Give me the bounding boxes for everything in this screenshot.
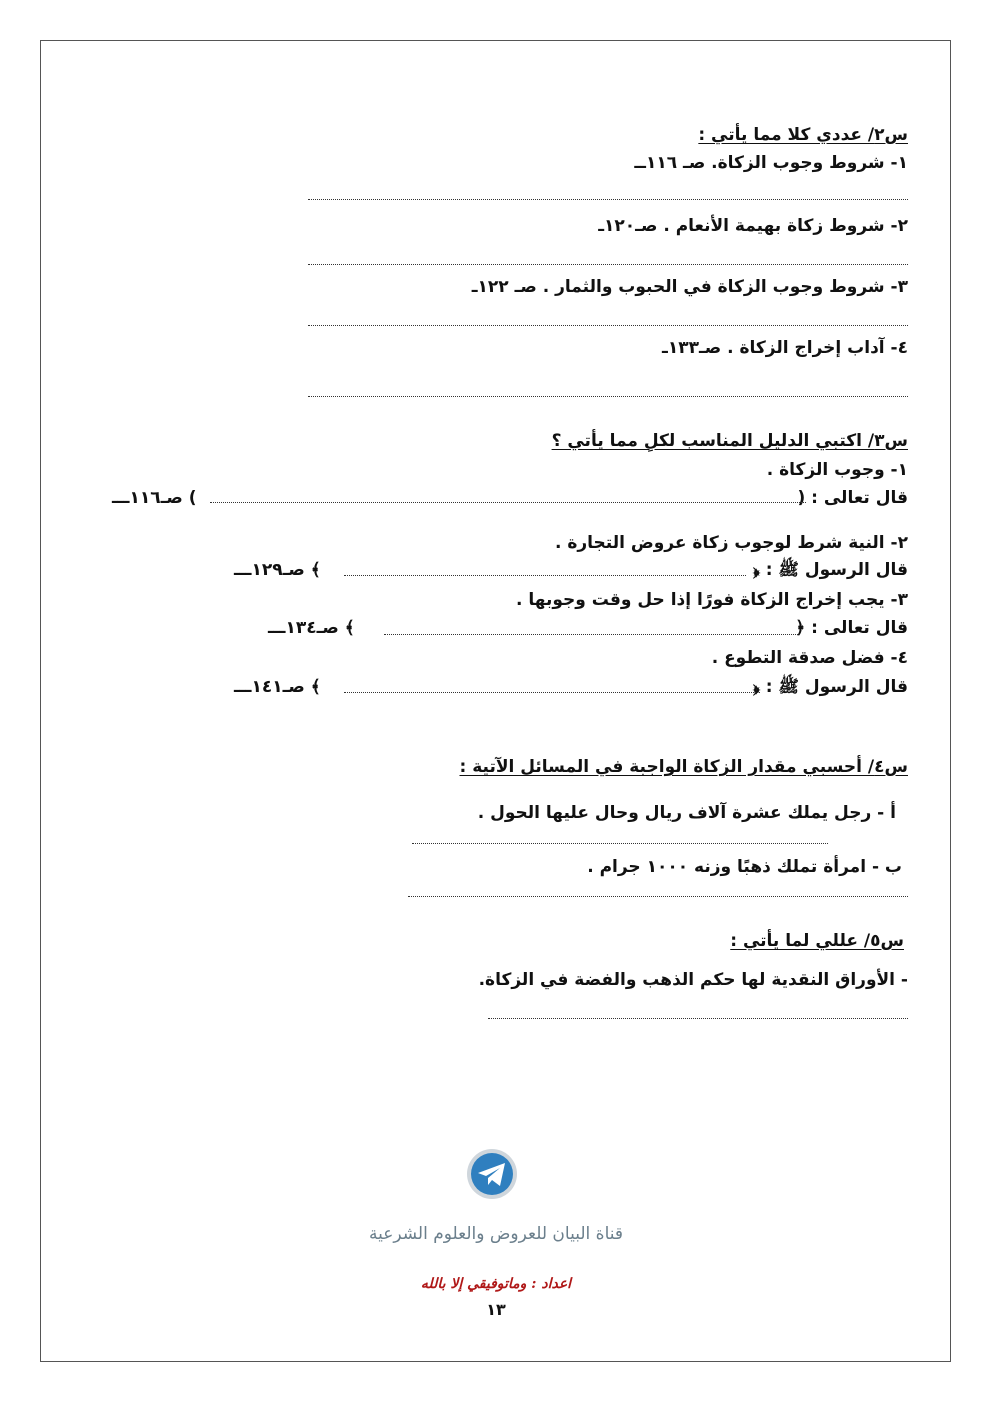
q4-item-a: أ - رجل يملك عشرة آلاف ريال وحال عليها الحول . — [477, 803, 896, 823]
q2-item-1: ١- شروط وجوب الزكاة. صـ ١١٦ــ — [634, 153, 908, 173]
q4-title: س٤/ أحسبي مقدار الزكاة الواجبة في المسائل الآتية : — [459, 757, 908, 777]
q3-suffix-1: ) صـ١١٦ـــ — [112, 488, 197, 508]
q5-title: س٥/ عللي لما يأتي : — [730, 931, 904, 951]
page-number: ١٣ — [486, 1300, 506, 1319]
q3-prefix-3: قال تعالى : ﴿ — [795, 618, 908, 638]
q3-suffix-2: ﴾ صـ١٢٩ـــ — [234, 560, 321, 580]
q3-topic-1: ١- وجوب الزكاة . — [766, 460, 908, 480]
answer-line[interactable] — [488, 1018, 908, 1019]
author-credit: اعداد : وماتوفيقي إلا بالله — [420, 1276, 572, 1292]
q3-prefix-1: قال تعالى : ( — [797, 488, 908, 508]
answer-line[interactable] — [344, 692, 760, 693]
q3-topic-3: ٣- يجب إخراج الزكاة فورًا إذا حل وقت وجوبها . — [516, 590, 908, 610]
q2-title: س٢/ عددي كلا مما يأتي : — [698, 125, 908, 145]
q2-item-2: ٢- شروط زكاة بهيمة الأنعام . صـ١٢٠ـ — [598, 216, 908, 236]
q2-item-3: ٣- شروط وجوب الزكاة في الحبوب والثمار . صـ ١٢٢ـ — [471, 277, 908, 297]
channel-name: قناة البيان للعروض والعلوم الشرعية — [368, 1224, 624, 1244]
q3-topic-4: ٤- فضل صدقة التطوع . — [711, 648, 908, 668]
answer-line[interactable] — [412, 843, 828, 844]
q5-item-1: - الأوراق النقدية لها حكم الذهب والفضة في الزكاة. — [478, 970, 908, 990]
telegram-icon[interactable] — [466, 1148, 518, 1200]
answer-line[interactable] — [308, 199, 908, 200]
answer-line[interactable] — [210, 502, 806, 503]
answer-line[interactable] — [344, 575, 746, 576]
q2-item-4: ٤- آداب إخراج الزكاة . صـ١٣٣ـ — [662, 338, 908, 358]
q3-prefix-4: قال الرسول ﷺ : ﴿ — [752, 677, 908, 697]
q3-prefix-2: قال الرسول ﷺ : ﴿ — [752, 560, 908, 580]
q3-topic-2: ٢- النية شرط لوجوب زكاة عروض التجارة . — [554, 533, 908, 553]
answer-line[interactable] — [408, 896, 908, 897]
q3-suffix-4: ﴾ صـ١٤١ـــ — [234, 677, 321, 697]
answer-line[interactable] — [384, 634, 800, 635]
answer-line[interactable] — [308, 325, 908, 326]
answer-line[interactable] — [308, 396, 908, 397]
q4-item-b: ب - امرأة تملك ذهبًا وزنه ١٠٠٠ جرام . — [587, 857, 902, 877]
q3-title: س٣/ اكتبي الدليل المناسب لكلِ مما يأتي ؟ — [551, 431, 908, 451]
q3-suffix-3: ﴾ صـ١٣٤ـــ — [268, 618, 355, 638]
answer-line[interactable] — [308, 264, 908, 265]
